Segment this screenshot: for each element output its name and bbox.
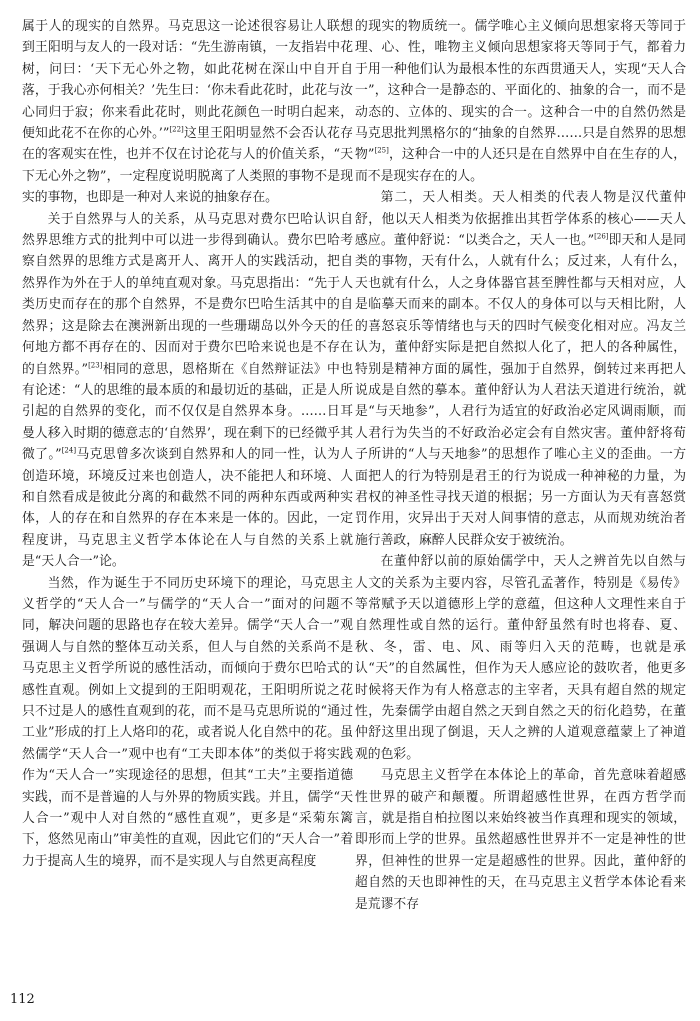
paragraph: 马克思主义哲学在本体论上的革命，首先意味着超感性世界的破产和颠覆。所谓超感性世界，在西方哲学而言，就是指自柏拉图以来始终被当作真理和现实的领域，即形而上学的世界。虽然超感性世界并不一定是神性的世界，但神性的世界一定是超感性的世界。因此，董仲舒的超自然的天也即神性的天，在马克思主义哲学本体论看来是荒谬不存 xyxy=(355,768,686,912)
right-column xyxy=(355,16,686,915)
paragraph: 在董仲舒以前的原始儒学中，天人之辨首先以自然与人文的关系为主要内容，尽管孔孟著作，特别是《易传》等常赋予天以道德形上学的意蕴，但这种人文理性来自于自然理性或自然的运行。董仲舒虽然有时也将春、夏、秋、冬，雷、电、风、雨等归入天的范畴，也就是承认“天”的自然属性，但作为天人感应论的鼓吹者，他更多时候将天作为有人格意志的主宰者，天具有超自然的规定性，先秦儒学由超自然之天到自然之天的衍化趋势，在董仲舒这里出现了倒退，天人之辨的人道观意蕴蒙上了神道观的色彩。 xyxy=(355,554,686,762)
paragraph: 关于自然界与人的关系，从马克思对费尔巴哈认识自然界思维方式的批判中可以进一步得到确认。费尔巴哈考察自然界的思维方式是离开人、离开人的实践活动，把自然界作为外在于人的单纯直观对象。马克思指出：“先于人类历史而存在的那个自然界，不是费尔巴哈生活其中的自然界；这是除去在澳洲新出现的一些珊瑚岛以外今天的任何地方都不再存在的、因而对于费尔巴哈来说也是不存在的自然界。”[23]相同的意思，恩格斯在《自然辩证法》中也有论述：“人的思维的最本质的和最切近的基础，正是人所引起的自然界的变化，而不仅仅是自然界本身。……日耳曼人移入时期的德意志的‘自然界’，现在剩下的已经微乎其微了。”[24]马克思曾多次谈到自然界和人的同一性，认为人创造环境，环境反过来也创造人，决不能把人和环境、人和自然看成是彼此分离的和截然不同的两种东西或两种实体，人的存在和自然界的存在本来是一体的。因此，一定程度讲，马克思主义哲学本体论在人与自然的关系上就是“天人合一”论。 xyxy=(22,211,353,570)
page-number: 112 xyxy=(10,992,35,1007)
citation-ref: [25] xyxy=(374,147,389,156)
paragraph: 的现实的物质统一。儒学唯心主义倾向思想家将天等同于理、心、性，唯物主义倾向思想家将天等同于气，都着力于用一种他们认为最根本性的东西贯通天人，实现“天人合一”，这种合一是静态的、平面化的、抽象的合一，而不是动态的、立体的、现实的合一。这种合一中的自然仍然是马克思批判黑格尔的“抽象的自然界……只是自然界的思想物”[25]，这种合一中的人还只是在自然界中自在生存的人，而不是现实存在的人。 xyxy=(355,19,687,184)
citation-ref: [26] xyxy=(594,232,609,241)
paragraph: 当然，作为诞生于不同历史环境下的理论，马克思主义哲学的“天人合一”与儒学的“天人合一”面对的问题不同，解决问题的思路也存在较大差异。儒学“天人合一”观强调人与自然的整体互动关系，但人与自然的关系尚不是马克思主义哲学所说的感性活动，而倾向于费尔巴哈式的感性直观。例如上文提到的王阳明观花，王阳明所说之花只不过是人的感性直观到的花，而不是马克思所说的“通过工业”形成的打上人烙印的花，或者说人化自然中的花。虽然儒学“天人合一”观中也有“工夫即本体”的类似于将实践作为“天人合一”实现途径的思想，但其“工夫”主要指道德实践，而不是普遍的人与外界的物质实践。并且，儒学“天人合一”观中人对自然的“感性直观”，更多是“采菊东篱下，悠然见南山”审美性的直观，因此它们的“天人合一”着力于提高人生的境界，而不是实现人与自然更高程度 xyxy=(22,575,353,869)
citation-ref: [22] xyxy=(169,125,184,134)
citation-ref: [23] xyxy=(88,361,103,370)
citation-ref: [24] xyxy=(61,446,77,455)
paragraph: 第二，天人相类。天人相类的代表人物是汉代董仲舒，他以天人相类为依据推出其哲学体系的核心——天人感应。董仲舒说：“以类合之，天人一也。”[26]即天和人是同类的事物，天有什么，人就有什么；反过来，人有什么，天也就有什么，人之身体器官甚至脾性都与天相对应，人是临摹天而来的副本。不仅人的身体可以与天相比附，人的喜怒哀乐等情绪也与天的四时气候变化相对应。冯友兰认为，董仲舒实际是把自然拟人化了，把人的各种属性，特别是精神方面的属性，强加于自然界，倒转过来再把人说成是自然的摹本。董仲舒认为人君法天道进行统治，就是“与天地参”，人君行为适宜的好政治必定风调雨顺，而人君行为失当的不好政治必定会有自然灾害。董仲舒将荀子所讲的“人与天地参”的思想作了唯心主义的歪曲。一方面把人的行为特别是君王的行为说成一种神秘的力量，为君权的神圣性寻找天道的根据；另一方面认为天有喜怒赏罚作用，灾异出于天对人间事情的意志，从而规劝统治者施行善政，麻醉人民群众安于被统治。 xyxy=(355,190,687,548)
paragraph: 属于人的现实的自然界。马克思这一论述很容易让人联想到王阳明与友人的一段对话：“先生游南镇，一友指岩中花树，问曰：‘天下无心外之物，如此花树在深山中自开自落，于我心亦何相关？’先生曰：‘你未看此花时，此花与汝心同归于寂；你来看此花时，则此花颜色一时明白起来，便知此花不在你的心外。’”[22]这里王阳明显然不会否认花存在的客观实在性，也并不仅在讨论花与人的价值关系，“天下无心外之物”，一定程度说明脱离了人类照的事物不是现实的事物，也即是一种对人来说的抽象存在。 xyxy=(22,19,354,206)
left-column xyxy=(22,16,353,872)
